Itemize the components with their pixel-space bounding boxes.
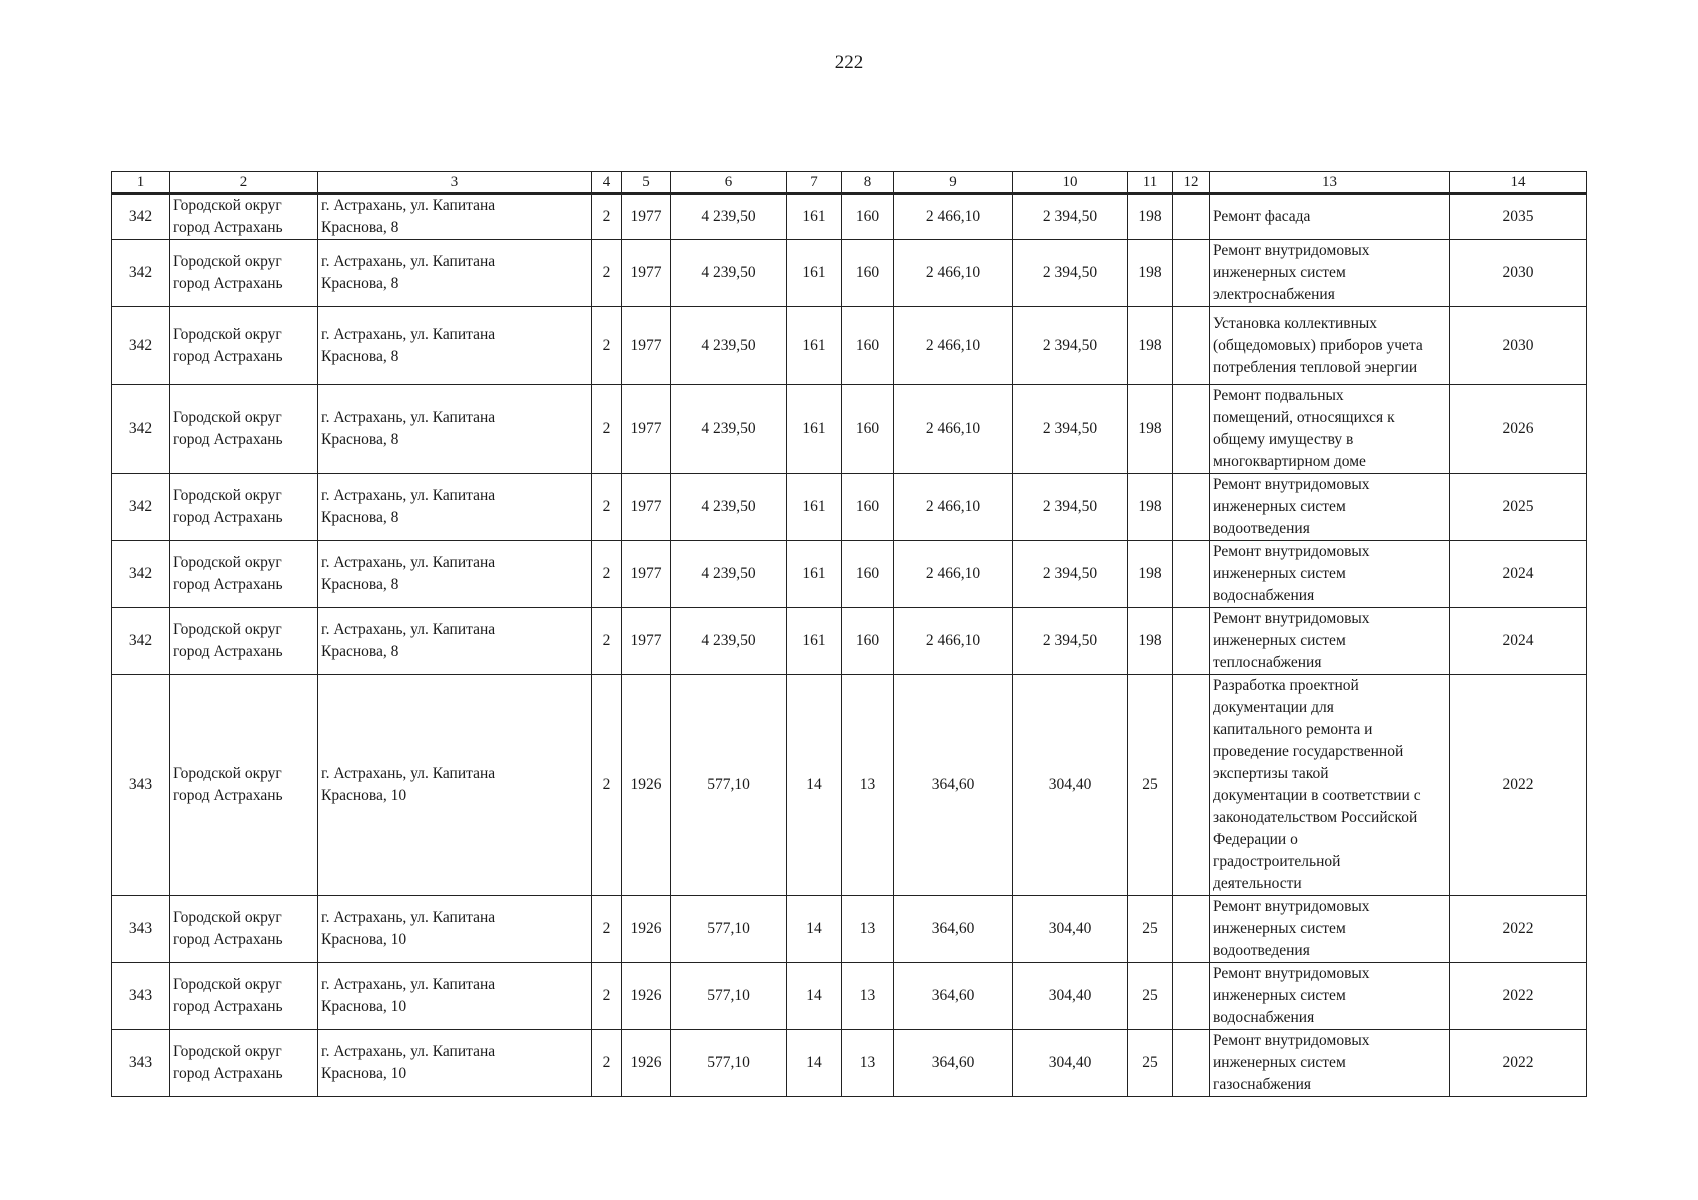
built-year-cell: 1977 <box>622 608 671 675</box>
address-cell-line: Краснова, 8 <box>321 431 399 448</box>
municipality-cell-line: город Астрахань <box>173 275 283 292</box>
municipality-cell-line: Городской округ <box>173 487 282 504</box>
municipality-cell <box>170 1030 318 1097</box>
table-row <box>112 240 1587 307</box>
column-7-cell: 14 <box>787 963 842 1030</box>
address-cell-line: г. Астрахань, ул. Капитана <box>321 409 496 426</box>
row-number-cell: 343 <box>112 675 170 896</box>
column-12-cell <box>1173 963 1210 1030</box>
column-11-cell: 198 <box>1128 307 1173 385</box>
work-type-cell-line: инженерных систем <box>1213 565 1346 582</box>
municipality-cell-line: город Астрахань <box>173 347 283 365</box>
page-number: 222 <box>834 52 864 73</box>
work-type-cell <box>1210 896 1450 963</box>
work-type-cell <box>1210 608 1450 675</box>
table-row <box>112 385 1587 474</box>
column-4-cell: 2 <box>592 541 622 608</box>
column-9-cell: 364,60 <box>894 1030 1013 1097</box>
address-cell-line: Краснова, 8 <box>321 347 399 365</box>
column-7-cell: 161 <box>787 608 842 675</box>
column-6-cell: 4 239,50 <box>671 541 787 608</box>
built-year-cell: 1926 <box>622 896 671 963</box>
work-type-cell-line: водоснабжения <box>1213 1009 1315 1026</box>
column-header-14: 14 <box>1450 172 1587 194</box>
table-row <box>112 194 1587 240</box>
work-type-cell-line: деятельности <box>1213 875 1302 892</box>
column-11-cell: 25 <box>1128 1030 1173 1097</box>
work-type-cell-line: Ремонт внутридомовых <box>1213 610 1370 627</box>
column-10-cell: 2 394,50 <box>1013 194 1128 240</box>
table-row <box>112 1030 1587 1097</box>
column-11-cell: 25 <box>1128 675 1173 896</box>
column-7-cell: 161 <box>787 240 842 307</box>
address-cell-line: Краснова, 8 <box>321 275 399 292</box>
work-type-cell-line: экспертизы такой <box>1213 765 1329 782</box>
column-11-cell: 198 <box>1128 608 1173 675</box>
column-11-cell: 198 <box>1128 240 1173 307</box>
address-cell <box>318 240 592 307</box>
row-number-cell: 342 <box>112 240 170 307</box>
planned-year-cell: 2030 <box>1450 307 1587 385</box>
table-row <box>112 608 1587 675</box>
column-6-cell: 577,10 <box>671 896 787 963</box>
column-12-cell <box>1173 240 1210 307</box>
column-header-5: 5 <box>622 172 671 194</box>
municipality-cell-line: Городской округ <box>173 976 282 993</box>
column-header-8: 8 <box>842 172 894 194</box>
address-cell-line: Краснова, 10 <box>321 998 407 1015</box>
address-cell-line: г. Астрахань, ул. Капитана <box>321 253 496 270</box>
work-type-cell-line: Ремонт внутридомовых <box>1213 1032 1370 1049</box>
column-11-cell: 25 <box>1128 896 1173 963</box>
column-header-2: 2 <box>170 172 318 194</box>
row-number-cell: 343 <box>112 1030 170 1097</box>
municipality-cell <box>170 307 318 385</box>
row-number-cell: 342 <box>112 541 170 608</box>
column-header-12: 12 <box>1173 172 1210 194</box>
work-type-cell-line: инженерных систем <box>1213 920 1346 937</box>
work-type-cell-line: Ремонт внутридомовых <box>1213 965 1370 982</box>
column-header-6: 6 <box>671 172 787 194</box>
work-type-cell-line: Разработка проектной <box>1213 677 1359 694</box>
address-cell-line: г. Астрахань, ул. Капитана <box>321 197 496 214</box>
built-year-cell: 1977 <box>622 194 671 240</box>
municipality-cell-line: город Астрахань <box>173 576 283 593</box>
address-cell <box>318 896 592 963</box>
capital-repair-table <box>111 171 1587 1097</box>
column-9-cell: 364,60 <box>894 963 1013 1030</box>
address-cell <box>318 1030 592 1097</box>
work-type-cell <box>1210 307 1450 385</box>
column-6-cell: 577,10 <box>671 963 787 1030</box>
column-12-cell <box>1173 896 1210 963</box>
column-7-cell: 14 <box>787 1030 842 1097</box>
address-cell-line: Краснова, 8 <box>321 219 399 236</box>
municipality-cell-line: Городской округ <box>173 765 282 782</box>
column-header-4: 4 <box>592 172 622 194</box>
address-cell-line: г. Астрахань, ул. Капитана <box>321 621 496 638</box>
column-7-cell: 14 <box>787 896 842 963</box>
work-type-cell-line: электроснабжения <box>1213 286 1335 303</box>
column-11-cell: 198 <box>1128 474 1173 541</box>
column-10-cell: 304,40 <box>1013 896 1128 963</box>
column-6-cell: 4 239,50 <box>671 608 787 675</box>
municipality-cell <box>170 240 318 307</box>
work-type-cell-line: инженерных систем <box>1213 264 1346 281</box>
municipality-cell-line: город Астрахань <box>173 787 283 804</box>
column-6-cell: 4 239,50 <box>671 385 787 474</box>
column-7-cell: 161 <box>787 194 842 240</box>
municipality-cell <box>170 541 318 608</box>
work-type-cell <box>1210 240 1450 307</box>
work-type-cell <box>1210 385 1450 474</box>
column-9-cell: 2 466,10 <box>894 307 1013 385</box>
address-cell <box>318 963 592 1030</box>
municipality-cell-line: Городской округ <box>173 409 282 426</box>
column-12-cell <box>1173 474 1210 541</box>
municipality-cell-line: Городской округ <box>173 253 282 270</box>
column-6-cell: 4 239,50 <box>671 194 787 240</box>
municipality-cell <box>170 385 318 474</box>
planned-year-cell: 2024 <box>1450 541 1587 608</box>
column-10-cell: 2 394,50 <box>1013 385 1128 474</box>
column-8-cell: 160 <box>842 541 894 608</box>
municipality-cell <box>170 194 318 240</box>
column-header-10: 10 <box>1013 172 1128 194</box>
work-type-cell <box>1210 963 1450 1030</box>
address-cell-line: г. Астрахань, ул. Капитана <box>321 909 496 926</box>
address-cell-line: Краснова, 10 <box>321 931 407 948</box>
planned-year-cell: 2022 <box>1450 963 1587 1030</box>
built-year-cell: 1977 <box>622 385 671 474</box>
planned-year-cell: 2022 <box>1450 896 1587 963</box>
municipality-cell-line: город Астрахань <box>173 643 283 660</box>
municipality-cell-line: Городской округ <box>173 621 282 638</box>
column-4-cell: 2 <box>592 307 622 385</box>
work-type-cell <box>1210 194 1450 240</box>
column-12-cell <box>1173 307 1210 385</box>
municipality-cell <box>170 896 318 963</box>
address-cell <box>318 608 592 675</box>
address-cell <box>318 675 592 896</box>
address-cell-line: Краснова, 10 <box>321 1065 407 1082</box>
work-type-cell-line: законодательством Российской <box>1213 809 1418 826</box>
column-header-1: 1 <box>112 172 170 194</box>
municipality-cell-line: Городской округ <box>173 325 282 343</box>
column-9-cell: 2 466,10 <box>894 194 1013 240</box>
address-cell <box>318 194 592 240</box>
work-type-cell-line: градостроительной <box>1213 853 1341 870</box>
row-number-cell: 342 <box>112 194 170 240</box>
column-8-cell: 13 <box>842 896 894 963</box>
column-header-7: 7 <box>787 172 842 194</box>
planned-year-cell: 2026 <box>1450 385 1587 474</box>
column-12-cell <box>1173 1030 1210 1097</box>
work-type-cell-line: общему имуществу в <box>1213 431 1354 448</box>
column-header-3: 3 <box>318 172 592 194</box>
work-type-cell-line: Ремонт внутридомовых <box>1213 543 1370 560</box>
planned-year-cell: 2022 <box>1450 1030 1587 1097</box>
row-number-cell: 342 <box>112 608 170 675</box>
column-7-cell: 161 <box>787 307 842 385</box>
table-body <box>112 194 1587 1097</box>
work-type-cell-line: (общедомовых) приборов учета <box>1213 336 1423 354</box>
work-type-cell-line: инженерных систем <box>1213 1054 1346 1071</box>
column-8-cell: 160 <box>842 240 894 307</box>
work-type-cell-line: Ремонт фасада <box>1213 208 1311 225</box>
column-9-cell: 2 466,10 <box>894 474 1013 541</box>
table-row <box>112 541 1587 608</box>
column-6-cell: 577,10 <box>671 675 787 896</box>
work-type-cell-line: помещений, относящихся к <box>1213 409 1395 426</box>
work-type-cell-line: Ремонт внутридомовых <box>1213 898 1370 915</box>
column-11-cell: 198 <box>1128 541 1173 608</box>
municipality-cell-line: город Астрахань <box>173 431 283 448</box>
work-type-cell-line: инженерных систем <box>1213 498 1346 515</box>
work-type-cell-line: Установка коллективных <box>1213 314 1378 332</box>
planned-year-cell: 2035 <box>1450 194 1587 240</box>
column-header-11: 11 <box>1128 172 1173 194</box>
column-8-cell: 13 <box>842 675 894 896</box>
planned-year-cell: 2025 <box>1450 474 1587 541</box>
row-number-cell: 343 <box>112 963 170 1030</box>
work-type-cell-line: инженерных систем <box>1213 987 1346 1004</box>
work-type-cell-line: потребления тепловой энергии <box>1213 358 1418 376</box>
column-9-cell: 2 466,10 <box>894 541 1013 608</box>
column-9-cell: 2 466,10 <box>894 240 1013 307</box>
column-4-cell: 2 <box>592 240 622 307</box>
row-number-cell: 342 <box>112 307 170 385</box>
work-type-cell-line: водоотведения <box>1213 942 1310 959</box>
work-type-cell-line: Ремонт внутридомовых <box>1213 476 1370 493</box>
municipality-cell-line: Городской округ <box>173 909 282 926</box>
planned-year-cell: 2030 <box>1450 240 1587 307</box>
column-9-cell: 2 466,10 <box>894 608 1013 675</box>
column-6-cell: 4 239,50 <box>671 474 787 541</box>
work-type-cell-line: Ремонт внутридомовых <box>1213 242 1370 259</box>
address-cell <box>318 385 592 474</box>
column-header-9: 9 <box>894 172 1013 194</box>
work-type-cell-line: Ремонт подвальных <box>1213 387 1344 404</box>
work-type-cell-line: Федерации о <box>1213 831 1298 848</box>
column-9-cell: 2 466,10 <box>894 385 1013 474</box>
table-row <box>112 307 1587 385</box>
address-cell-line: г. Астрахань, ул. Капитана <box>321 487 496 504</box>
table-row <box>112 963 1587 1030</box>
municipality-cell-line: Городской округ <box>173 554 282 571</box>
column-4-cell: 2 <box>592 675 622 896</box>
address-cell-line: г. Астрахань, ул. Капитана <box>321 554 496 571</box>
column-4-cell: 2 <box>592 474 622 541</box>
table-row <box>112 675 1587 896</box>
municipality-cell-line: город Астрахань <box>173 509 283 526</box>
built-year-cell: 1926 <box>622 675 671 896</box>
column-10-cell: 304,40 <box>1013 963 1128 1030</box>
column-12-cell <box>1173 675 1210 896</box>
row-number-cell: 342 <box>112 474 170 541</box>
column-7-cell: 14 <box>787 675 842 896</box>
column-10-cell: 2 394,50 <box>1013 608 1128 675</box>
work-type-cell-line: инженерных систем <box>1213 632 1346 649</box>
work-type-cell <box>1210 675 1450 896</box>
work-type-cell <box>1210 474 1450 541</box>
column-10-cell: 304,40 <box>1013 1030 1128 1097</box>
column-4-cell: 2 <box>592 194 622 240</box>
column-4-cell: 2 <box>592 1030 622 1097</box>
municipality-cell-line: город Астрахань <box>173 998 283 1015</box>
column-number-header-row <box>112 172 1587 194</box>
column-6-cell: 577,10 <box>671 1030 787 1097</box>
column-10-cell: 2 394,50 <box>1013 240 1128 307</box>
work-type-cell-line: теплоснабжения <box>1213 654 1322 671</box>
address-cell <box>318 307 592 385</box>
municipality-cell-line: Городской округ <box>173 1043 282 1060</box>
column-10-cell: 2 394,50 <box>1013 541 1128 608</box>
column-12-cell <box>1173 608 1210 675</box>
column-12-cell <box>1173 385 1210 474</box>
column-10-cell: 2 394,50 <box>1013 307 1128 385</box>
municipality-cell <box>170 474 318 541</box>
column-8-cell: 13 <box>842 963 894 1030</box>
column-12-cell <box>1173 194 1210 240</box>
column-9-cell: 364,60 <box>894 675 1013 896</box>
column-8-cell: 160 <box>842 385 894 474</box>
column-8-cell: 160 <box>842 608 894 675</box>
municipality-cell-line: город Астрахань <box>173 931 283 948</box>
built-year-cell: 1977 <box>622 240 671 307</box>
planned-year-cell: 2022 <box>1450 675 1587 896</box>
column-7-cell: 161 <box>787 385 842 474</box>
municipality-cell <box>170 963 318 1030</box>
column-8-cell: 160 <box>842 474 894 541</box>
column-4-cell: 2 <box>592 608 622 675</box>
municipality-cell-line: город Астрахань <box>173 1065 283 1082</box>
row-number-cell: 342 <box>112 385 170 474</box>
address-cell-line: г. Астрахань, ул. Капитана <box>321 976 496 993</box>
column-6-cell: 4 239,50 <box>671 307 787 385</box>
column-4-cell: 2 <box>592 963 622 1030</box>
work-type-cell-line: документации в соответствии с <box>1213 787 1421 804</box>
address-cell <box>318 541 592 608</box>
column-6-cell: 4 239,50 <box>671 240 787 307</box>
column-4-cell: 2 <box>592 896 622 963</box>
column-10-cell: 304,40 <box>1013 675 1128 896</box>
work-type-cell <box>1210 541 1450 608</box>
work-type-cell-line: водоотведения <box>1213 520 1310 537</box>
column-4-cell: 2 <box>592 385 622 474</box>
work-type-cell-line: водоснабжения <box>1213 587 1315 604</box>
column-8-cell: 160 <box>842 307 894 385</box>
work-type-cell-line: газоснабжения <box>1213 1076 1312 1093</box>
built-year-cell: 1977 <box>622 307 671 385</box>
column-11-cell: 198 <box>1128 385 1173 474</box>
address-cell-line: г. Астрахань, ул. Капитана <box>321 325 496 343</box>
work-type-cell-line: капитального ремонта и <box>1213 721 1373 738</box>
column-header-13: 13 <box>1210 172 1450 194</box>
built-year-cell: 1926 <box>622 1030 671 1097</box>
column-10-cell: 2 394,50 <box>1013 474 1128 541</box>
municipality-cell-line: город Астрахань <box>173 219 283 236</box>
built-year-cell: 1977 <box>622 541 671 608</box>
table-row <box>112 474 1587 541</box>
address-cell-line: г. Астрахань, ул. Капитана <box>321 1043 496 1060</box>
planned-year-cell: 2024 <box>1450 608 1587 675</box>
column-7-cell: 161 <box>787 474 842 541</box>
municipality-cell <box>170 675 318 896</box>
work-type-cell-line: многоквартирном доме <box>1213 453 1366 470</box>
address-cell-line: Краснова, 8 <box>321 509 399 526</box>
address-cell-line: г. Астрахань, ул. Капитана <box>321 765 496 782</box>
address-cell-line: Краснова, 8 <box>321 576 399 593</box>
column-8-cell: 13 <box>842 1030 894 1097</box>
municipality-cell <box>170 608 318 675</box>
built-year-cell: 1926 <box>622 963 671 1030</box>
column-7-cell: 161 <box>787 541 842 608</box>
address-cell-line: Краснова, 8 <box>321 643 399 660</box>
address-cell-line: Краснова, 10 <box>321 787 407 804</box>
work-type-cell-line: документации для <box>1213 699 1334 716</box>
built-year-cell: 1977 <box>622 474 671 541</box>
work-type-cell <box>1210 1030 1450 1097</box>
column-12-cell <box>1173 541 1210 608</box>
table-row <box>112 896 1587 963</box>
address-cell <box>318 474 592 541</box>
column-11-cell: 198 <box>1128 194 1173 240</box>
row-number-cell: 343 <box>112 896 170 963</box>
work-type-cell-line: проведение государственной <box>1213 743 1404 760</box>
column-8-cell: 160 <box>842 194 894 240</box>
municipality-cell-line: Городской округ <box>173 197 282 214</box>
column-11-cell: 25 <box>1128 963 1173 1030</box>
column-9-cell: 364,60 <box>894 896 1013 963</box>
